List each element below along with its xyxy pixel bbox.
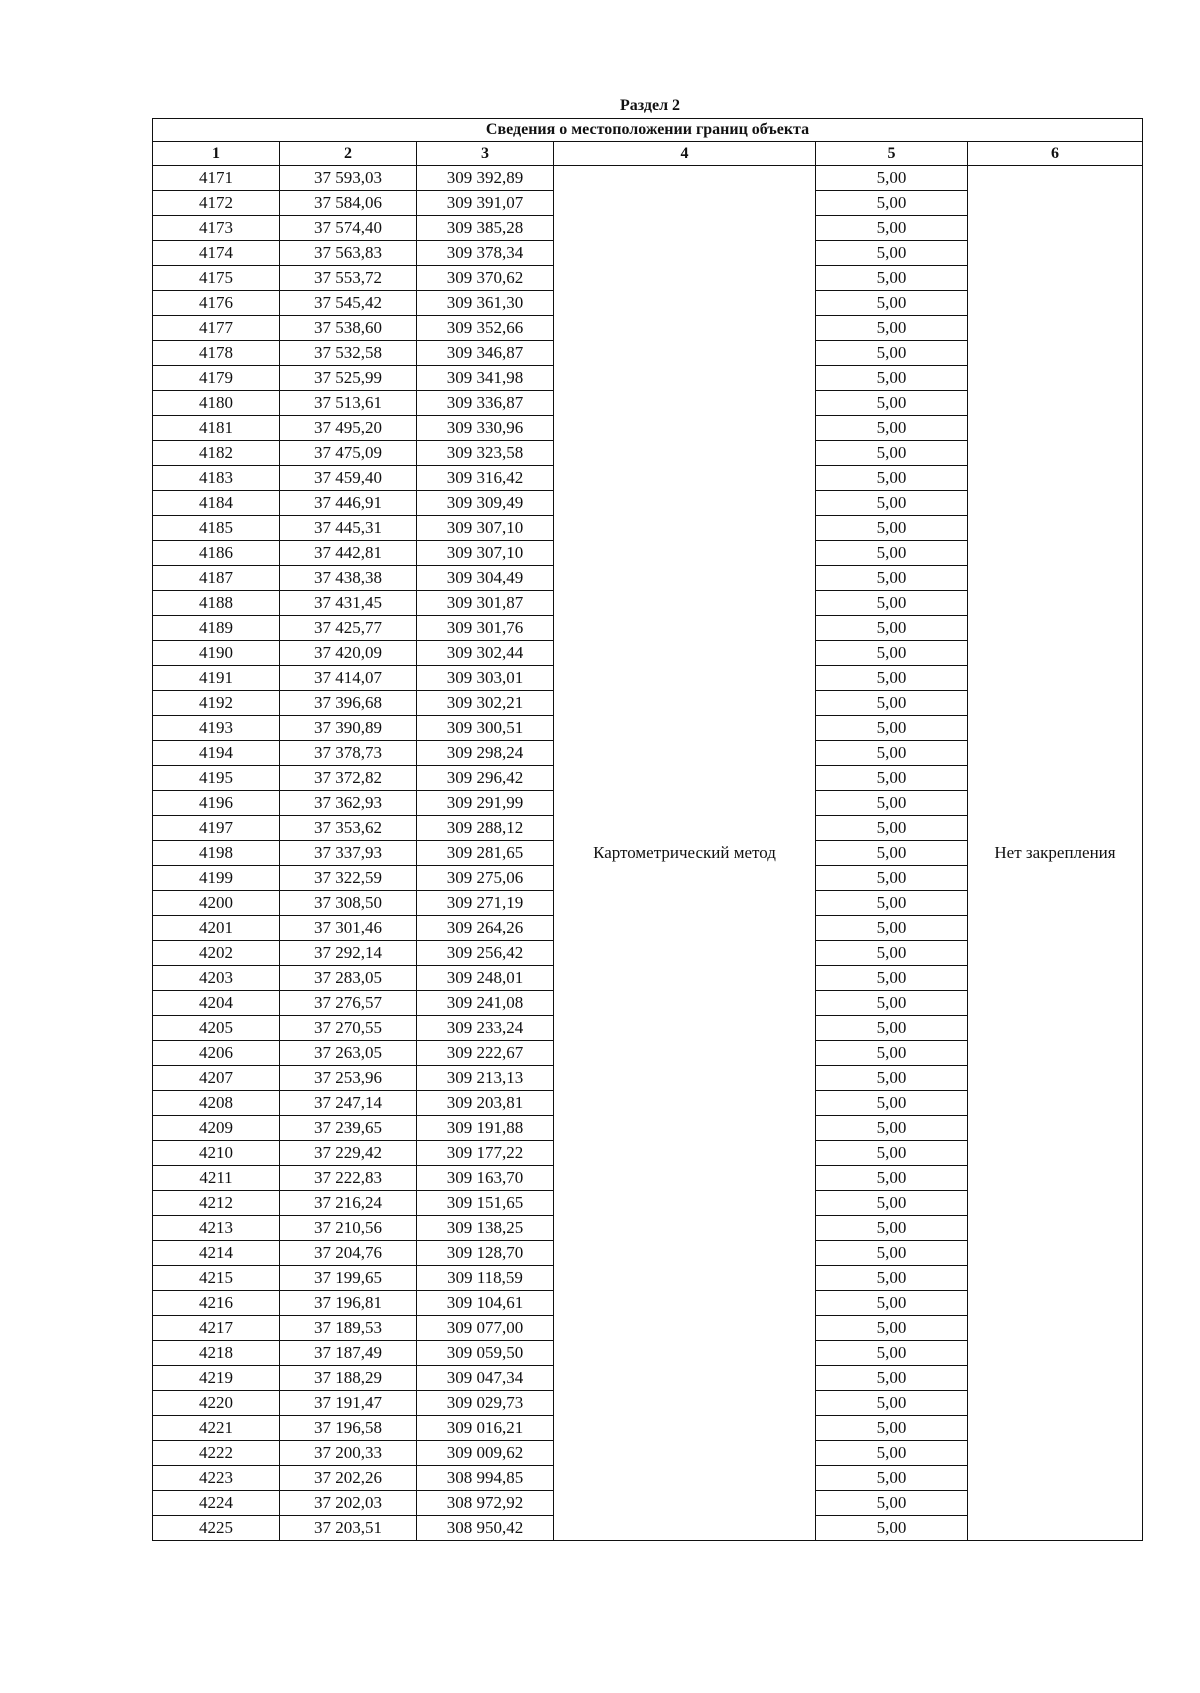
- precision-cell: 5,00: [816, 1416, 968, 1441]
- precision-cell: 5,00: [816, 1041, 968, 1066]
- y-coordinate-cell: 309 281,65: [417, 841, 554, 866]
- precision-cell: 5,00: [816, 641, 968, 666]
- y-coordinate-cell: 309 304,49: [417, 566, 554, 591]
- point-number-cell: 4180: [153, 391, 280, 416]
- y-coordinate-cell: 309 352,66: [417, 316, 554, 341]
- x-coordinate-cell: 37 247,14: [280, 1091, 417, 1116]
- x-coordinate-cell: 37 353,62: [280, 816, 417, 841]
- x-coordinate-cell: 37 337,93: [280, 841, 417, 866]
- x-coordinate-cell: 37 438,38: [280, 566, 417, 591]
- y-coordinate-cell: 309 151,65: [417, 1191, 554, 1216]
- y-coordinate-cell: 309 177,22: [417, 1141, 554, 1166]
- point-number-cell: 4203: [153, 966, 280, 991]
- x-coordinate-cell: 37 222,83: [280, 1166, 417, 1191]
- precision-cell: 5,00: [816, 716, 968, 741]
- y-coordinate-cell: 309 378,34: [417, 241, 554, 266]
- precision-cell: 5,00: [816, 341, 968, 366]
- point-number-cell: 4202: [153, 941, 280, 966]
- y-coordinate-cell: 309 302,21: [417, 691, 554, 716]
- y-coordinate-cell: 308 994,85: [417, 1466, 554, 1491]
- x-coordinate-cell: 37 263,05: [280, 1041, 417, 1066]
- x-coordinate-cell: 37 276,57: [280, 991, 417, 1016]
- x-coordinate-cell: 37 229,42: [280, 1141, 417, 1166]
- point-number-cell: 4225: [153, 1516, 280, 1541]
- point-number-cell: 4213: [153, 1216, 280, 1241]
- precision-cell: 5,00: [816, 991, 968, 1016]
- point-number-cell: 4177: [153, 316, 280, 341]
- x-coordinate-cell: 37 445,31: [280, 516, 417, 541]
- precision-cell: 5,00: [816, 866, 968, 891]
- precision-cell: 5,00: [816, 1266, 968, 1291]
- point-number-cell: 4209: [153, 1116, 280, 1141]
- point-number-cell: 4186: [153, 541, 280, 566]
- y-coordinate-cell: 309 009,62: [417, 1441, 554, 1466]
- x-coordinate-cell: 37 593,03: [280, 166, 417, 191]
- precision-cell: 5,00: [816, 216, 968, 241]
- y-coordinate-cell: 309 291,99: [417, 791, 554, 816]
- precision-cell: 5,00: [816, 241, 968, 266]
- y-coordinate-cell: 309 016,21: [417, 1416, 554, 1441]
- x-coordinate-cell: 37 475,09: [280, 441, 417, 466]
- y-coordinate-cell: 309 138,25: [417, 1216, 554, 1241]
- x-coordinate-cell: 37 420,09: [280, 641, 417, 666]
- precision-cell: 5,00: [816, 1491, 968, 1516]
- y-coordinate-cell: 309 271,19: [417, 891, 554, 916]
- point-number-cell: 4217: [153, 1316, 280, 1341]
- y-coordinate-cell: 309 288,12: [417, 816, 554, 841]
- point-number-cell: 4198: [153, 841, 280, 866]
- point-number-cell: 4196: [153, 791, 280, 816]
- x-coordinate-cell: 37 202,26: [280, 1466, 417, 1491]
- point-number-cell: 4216: [153, 1291, 280, 1316]
- y-coordinate-cell: 309 307,10: [417, 516, 554, 541]
- x-coordinate-cell: 37 532,58: [280, 341, 417, 366]
- precision-cell: 5,00: [816, 416, 968, 441]
- point-number-cell: 4178: [153, 341, 280, 366]
- column-header-3: 3: [417, 142, 554, 166]
- precision-cell: 5,00: [816, 1341, 968, 1366]
- x-coordinate-cell: 37 283,05: [280, 966, 417, 991]
- precision-cell: 5,00: [816, 1191, 968, 1216]
- point-number-cell: 4184: [153, 491, 280, 516]
- x-coordinate-cell: 37 584,06: [280, 191, 417, 216]
- point-number-cell: 4215: [153, 1266, 280, 1291]
- precision-cell: 5,00: [816, 1116, 968, 1141]
- point-number-cell: 4199: [153, 866, 280, 891]
- x-coordinate-cell: 37 188,29: [280, 1366, 417, 1391]
- y-coordinate-cell: 309 248,01: [417, 966, 554, 991]
- table-caption: Сведения о местоположении границ объекта: [153, 119, 1143, 142]
- point-number-cell: 4210: [153, 1141, 280, 1166]
- point-number-cell: 4175: [153, 266, 280, 291]
- point-number-cell: 4223: [153, 1466, 280, 1491]
- x-coordinate-cell: 37 322,59: [280, 866, 417, 891]
- y-coordinate-cell: 309 233,24: [417, 1016, 554, 1041]
- x-coordinate-cell: 37 495,20: [280, 416, 417, 441]
- method-cell: Картометрический метод: [554, 166, 816, 1541]
- table-row: [153, 166, 1143, 191]
- x-coordinate-cell: 37 362,93: [280, 791, 417, 816]
- precision-cell: 5,00: [816, 941, 968, 966]
- y-coordinate-cell: 309 275,06: [417, 866, 554, 891]
- precision-cell: 5,00: [816, 1066, 968, 1091]
- y-coordinate-cell: 309 346,87: [417, 341, 554, 366]
- precision-cell: 5,00: [816, 441, 968, 466]
- y-coordinate-cell: 309 213,13: [417, 1066, 554, 1091]
- y-coordinate-cell: 309 370,62: [417, 266, 554, 291]
- precision-cell: 5,00: [816, 616, 968, 641]
- y-coordinate-cell: 309 341,98: [417, 366, 554, 391]
- section-title: Раздел 2: [619, 97, 681, 114]
- x-coordinate-cell: 37 574,40: [280, 216, 417, 241]
- y-coordinate-cell: 309 303,01: [417, 666, 554, 691]
- y-coordinate-cell: 309 392,89: [417, 166, 554, 191]
- y-coordinate-cell: 309 391,07: [417, 191, 554, 216]
- precision-cell: 5,00: [816, 691, 968, 716]
- x-coordinate-cell: 37 308,50: [280, 891, 417, 916]
- precision-cell: 5,00: [816, 766, 968, 791]
- precision-cell: 5,00: [816, 1466, 968, 1491]
- column-header-1: 1: [153, 142, 280, 166]
- point-number-cell: 4222: [153, 1441, 280, 1466]
- x-coordinate-cell: 37 292,14: [280, 941, 417, 966]
- point-number-cell: 4218: [153, 1341, 280, 1366]
- x-coordinate-cell: 37 525,99: [280, 366, 417, 391]
- precision-cell: 5,00: [816, 491, 968, 516]
- precision-cell: 5,00: [816, 316, 968, 341]
- point-number-cell: 4183: [153, 466, 280, 491]
- column-header-4: 4: [554, 142, 816, 166]
- x-coordinate-cell: 37 446,91: [280, 491, 417, 516]
- x-coordinate-cell: 37 378,73: [280, 741, 417, 766]
- point-number-cell: 4221: [153, 1416, 280, 1441]
- point-number-cell: 4204: [153, 991, 280, 1016]
- x-coordinate-cell: 37 216,24: [280, 1191, 417, 1216]
- y-coordinate-cell: 309 300,51: [417, 716, 554, 741]
- precision-cell: 5,00: [816, 1366, 968, 1391]
- y-coordinate-cell: 309 302,44: [417, 641, 554, 666]
- point-number-cell: 4214: [153, 1241, 280, 1266]
- x-coordinate-cell: 37 563,83: [280, 241, 417, 266]
- precision-cell: 5,00: [816, 1516, 968, 1541]
- y-coordinate-cell: 309 316,42: [417, 466, 554, 491]
- point-number-cell: 4188: [153, 591, 280, 616]
- precision-cell: 5,00: [816, 1391, 968, 1416]
- x-coordinate-cell: 37 187,49: [280, 1341, 417, 1366]
- y-coordinate-cell: 309 296,42: [417, 766, 554, 791]
- y-coordinate-cell: 309 029,73: [417, 1391, 554, 1416]
- precision-cell: 5,00: [816, 1291, 968, 1316]
- precision-cell: 5,00: [816, 1316, 968, 1341]
- point-number-cell: 4189: [153, 616, 280, 641]
- y-coordinate-cell: 309 323,58: [417, 441, 554, 466]
- x-coordinate-cell: 37 270,55: [280, 1016, 417, 1041]
- precision-cell: 5,00: [816, 566, 968, 591]
- x-coordinate-cell: 37 203,51: [280, 1516, 417, 1541]
- y-coordinate-cell: 309 385,28: [417, 216, 554, 241]
- point-number-cell: 4197: [153, 816, 280, 841]
- column-number-row: [153, 142, 1143, 166]
- x-coordinate-cell: 37 301,46: [280, 916, 417, 941]
- y-coordinate-cell: 309 163,70: [417, 1166, 554, 1191]
- x-coordinate-cell: 37 202,03: [280, 1491, 417, 1516]
- point-number-cell: 4174: [153, 241, 280, 266]
- point-number-cell: 4179: [153, 366, 280, 391]
- precision-cell: 5,00: [816, 191, 968, 216]
- precision-cell: 5,00: [816, 466, 968, 491]
- point-number-cell: 4187: [153, 566, 280, 591]
- y-coordinate-cell: 308 950,42: [417, 1516, 554, 1541]
- y-coordinate-cell: 309 059,50: [417, 1341, 554, 1366]
- precision-cell: 5,00: [816, 1441, 968, 1466]
- y-coordinate-cell: 309 336,87: [417, 391, 554, 416]
- y-coordinate-cell: 308 972,92: [417, 1491, 554, 1516]
- y-coordinate-cell: 309 298,24: [417, 741, 554, 766]
- x-coordinate-cell: 37 191,47: [280, 1391, 417, 1416]
- y-coordinate-cell: 309 330,96: [417, 416, 554, 441]
- x-coordinate-cell: 37 189,53: [280, 1316, 417, 1341]
- point-number-cell: 4181: [153, 416, 280, 441]
- y-coordinate-cell: 309 241,08: [417, 991, 554, 1016]
- column-header-2: 2: [280, 142, 417, 166]
- x-coordinate-cell: 37 204,76: [280, 1241, 417, 1266]
- y-coordinate-cell: 309 309,49: [417, 491, 554, 516]
- precision-cell: 5,00: [816, 891, 968, 916]
- precision-cell: 5,00: [816, 1091, 968, 1116]
- x-coordinate-cell: 37 459,40: [280, 466, 417, 491]
- fixation-cell: Нет закрепления: [968, 166, 1143, 1541]
- precision-cell: 5,00: [816, 666, 968, 691]
- point-number-cell: 4176: [153, 291, 280, 316]
- x-coordinate-cell: 37 431,45: [280, 591, 417, 616]
- precision-cell: 5,00: [816, 541, 968, 566]
- point-number-cell: 4173: [153, 216, 280, 241]
- point-number-cell: 4172: [153, 191, 280, 216]
- point-number-cell: 4212: [153, 1191, 280, 1216]
- point-number-cell: 4208: [153, 1091, 280, 1116]
- x-coordinate-cell: 37 442,81: [280, 541, 417, 566]
- boundary-table: [152, 118, 1143, 1541]
- point-number-cell: 4220: [153, 1391, 280, 1416]
- column-header-6: 6: [968, 142, 1143, 166]
- y-coordinate-cell: 309 264,26: [417, 916, 554, 941]
- precision-cell: 5,00: [816, 916, 968, 941]
- precision-cell: 5,00: [816, 791, 968, 816]
- point-number-cell: 4205: [153, 1016, 280, 1041]
- precision-cell: 5,00: [816, 391, 968, 416]
- precision-cell: 5,00: [816, 1166, 968, 1191]
- y-coordinate-cell: 309 301,87: [417, 591, 554, 616]
- x-coordinate-cell: 37 513,61: [280, 391, 417, 416]
- point-number-cell: 4201: [153, 916, 280, 941]
- y-coordinate-cell: 309 256,42: [417, 941, 554, 966]
- point-number-cell: 4194: [153, 741, 280, 766]
- x-coordinate-cell: 37 425,77: [280, 616, 417, 641]
- precision-cell: 5,00: [816, 1241, 968, 1266]
- y-coordinate-cell: 309 222,67: [417, 1041, 554, 1066]
- x-coordinate-cell: 37 196,81: [280, 1291, 417, 1316]
- x-coordinate-cell: 37 545,42: [280, 291, 417, 316]
- point-number-cell: 4171: [153, 166, 280, 191]
- precision-cell: 5,00: [816, 816, 968, 841]
- point-number-cell: 4190: [153, 641, 280, 666]
- point-number-cell: 4207: [153, 1066, 280, 1091]
- x-coordinate-cell: 37 199,65: [280, 1266, 417, 1291]
- x-coordinate-cell: 37 390,89: [280, 716, 417, 741]
- table-body: [153, 166, 1143, 1541]
- precision-cell: 5,00: [816, 266, 968, 291]
- y-coordinate-cell: 309 301,76: [417, 616, 554, 641]
- precision-cell: 5,00: [816, 966, 968, 991]
- point-number-cell: 4182: [153, 441, 280, 466]
- y-coordinate-cell: 309 203,81: [417, 1091, 554, 1116]
- x-coordinate-cell: 37 239,65: [280, 1116, 417, 1141]
- y-coordinate-cell: 309 104,61: [417, 1291, 554, 1316]
- precision-cell: 5,00: [816, 366, 968, 391]
- point-number-cell: 4219: [153, 1366, 280, 1391]
- point-number-cell: 4191: [153, 666, 280, 691]
- precision-cell: 5,00: [816, 741, 968, 766]
- y-coordinate-cell: 309 047,34: [417, 1366, 554, 1391]
- precision-cell: 5,00: [816, 591, 968, 616]
- y-coordinate-cell: 309 307,10: [417, 541, 554, 566]
- point-number-cell: 4195: [153, 766, 280, 791]
- precision-cell: 5,00: [816, 841, 968, 866]
- precision-cell: 5,00: [816, 1141, 968, 1166]
- x-coordinate-cell: 37 553,72: [280, 266, 417, 291]
- precision-cell: 5,00: [816, 1016, 968, 1041]
- point-number-cell: 4193: [153, 716, 280, 741]
- x-coordinate-cell: 37 196,58: [280, 1416, 417, 1441]
- y-coordinate-cell: 309 361,30: [417, 291, 554, 316]
- x-coordinate-cell: 37 253,96: [280, 1066, 417, 1091]
- y-coordinate-cell: 309 128,70: [417, 1241, 554, 1266]
- x-coordinate-cell: 37 200,33: [280, 1441, 417, 1466]
- precision-cell: 5,00: [816, 516, 968, 541]
- precision-cell: 5,00: [816, 291, 968, 316]
- precision-cell: 5,00: [816, 166, 968, 191]
- point-number-cell: 4192: [153, 691, 280, 716]
- point-number-cell: 4224: [153, 1491, 280, 1516]
- x-coordinate-cell: 37 414,07: [280, 666, 417, 691]
- column-header-5: 5: [816, 142, 968, 166]
- x-coordinate-cell: 37 396,68: [280, 691, 417, 716]
- x-coordinate-cell: 37 372,82: [280, 766, 417, 791]
- point-number-cell: 4185: [153, 516, 280, 541]
- precision-cell: 5,00: [816, 1216, 968, 1241]
- y-coordinate-cell: 309 118,59: [417, 1266, 554, 1291]
- point-number-cell: 4206: [153, 1041, 280, 1066]
- y-coordinate-cell: 309 191,88: [417, 1116, 554, 1141]
- point-number-cell: 4211: [153, 1166, 280, 1191]
- point-number-cell: 4200: [153, 891, 280, 916]
- x-coordinate-cell: 37 538,60: [280, 316, 417, 341]
- x-coordinate-cell: 37 210,56: [280, 1216, 417, 1241]
- y-coordinate-cell: 309 077,00: [417, 1316, 554, 1341]
